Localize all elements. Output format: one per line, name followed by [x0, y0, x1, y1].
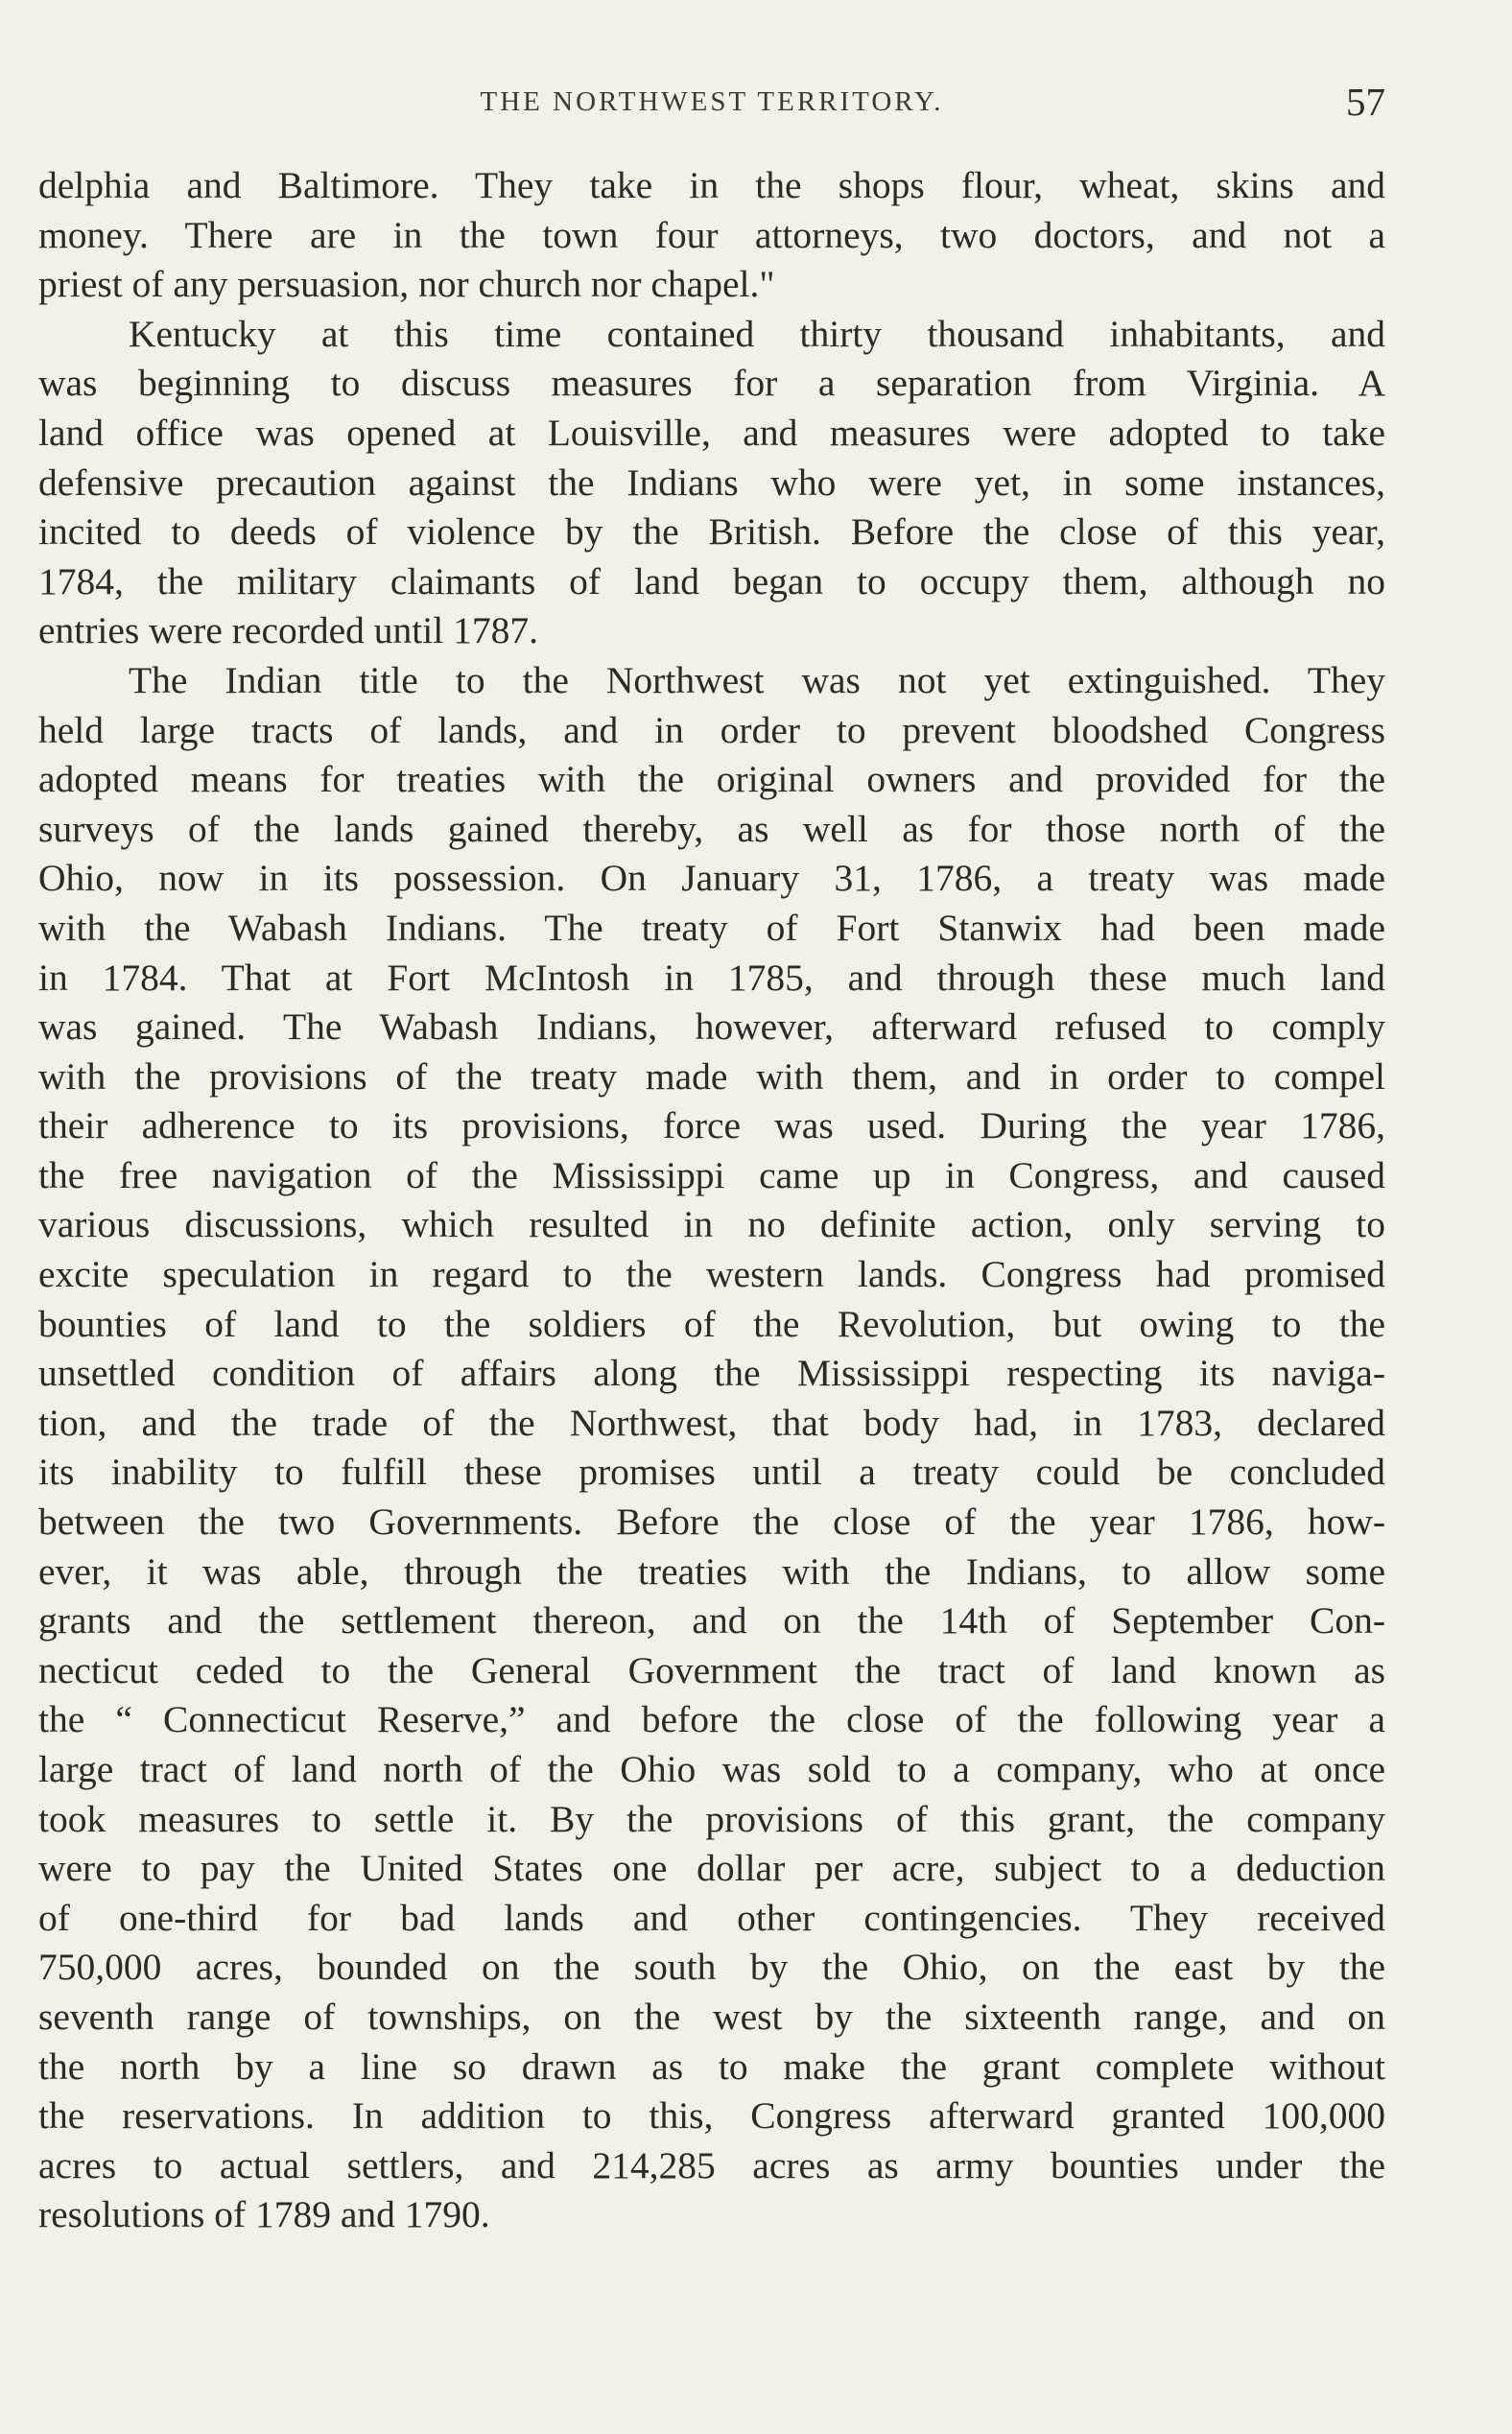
text-line: tion, and the trade of the Northwest, that body had, in 1783, declared [38, 1401, 1385, 1444]
text-line: seventh range of townships, on the west by the sixteenth range, and on [38, 1995, 1385, 2038]
text-line: the “ Connecticut Reserve,” and before the close of the following year a [38, 1698, 1385, 1741]
paragraph-first-line: Kentucky at this time contained thirty thousand inhabitants, and [129, 312, 1385, 355]
text-line: the reservations. In addition to this, Congress afterward granted 100,000 [38, 2094, 1385, 2138]
text-line: the north by a line so drawn as to make the grant complete without [38, 2044, 1385, 2088]
text-line: ever, it was able, through the treaties with the Indians, to allow some [38, 1549, 1385, 1593]
body-text [38, 161, 1385, 2240]
text-line: surveys of the lands gained thereby, as well as for those north of the [38, 807, 1385, 850]
text-line: in 1784. That at Fort McIntosh in 1785, and through these much land [38, 956, 1385, 999]
text-line: 750,000 acres, bounded on the south by the Ohio, on the east by the [38, 1946, 1385, 1989]
text-line: delphia and Baltimore. They take in the shops flour, wheat, skins and [38, 164, 1385, 206]
text-line: with the provisions of the treaty made with them, and in order to compel [38, 1054, 1385, 1098]
page-number: 57 [1346, 80, 1385, 124]
text-line: unsettled condition of affairs along the Mississippi respecting its naviga- [38, 1352, 1385, 1395]
page-header [38, 79, 1385, 127]
text-line: excite speculation in regard to the western lands. Congress had promised [38, 1253, 1385, 1296]
text-line: priest of any persuasion, nor church nor chapel." [38, 263, 775, 306]
text-line: defensive precaution against the Indians who were yet, in some instances, [38, 461, 1385, 504]
text-line: land office was opened at Louisville, and measures were adopted to take [38, 411, 1385, 454]
text-line: was beginning to discuss measures for a separation from Virginia. A [38, 362, 1385, 405]
text-line: was gained. The Wabash Indians, however, afterward refused to comply [38, 1005, 1385, 1049]
text-line: the free navigation of the Mississippi came up in Congress, and caused [38, 1153, 1385, 1196]
text-line: bounties of land to the soldiers of the Revolution, but owing to the [38, 1302, 1385, 1345]
text-line: were to pay the United States one dollar per acre, subject to a deduction [38, 1847, 1385, 1890]
text-line: of one-third for bad lands and other contingencies. They received [38, 1896, 1385, 1939]
text-line: acres to actual settlers, and 214,285 acres as army bounties under the [38, 2143, 1385, 2186]
running-title: THE NORTHWEST TERRITORY. [480, 86, 944, 117]
text-line: between the two Governments. Before the close of the year 1786, how- [38, 1501, 1385, 1544]
text-line: large tract of land north of the Ohio was sold to a company, who at once [38, 1748, 1385, 1790]
text-line: with the Wabash Indians. The treaty of Fort Stanwix had been made [38, 906, 1385, 949]
text-line: incited to deeds of violence by the British. Before the close of this year, [38, 510, 1385, 554]
text-line: grants and the settlement thereon, and on the 14th of September Con- [38, 1599, 1385, 1642]
text-line: adopted means for treaties with the original owners and provided for the [38, 758, 1385, 801]
text-line: resolutions of 1789 and 1790. [38, 2193, 490, 2236]
text-line: necticut ceded to the General Government the tract of land known as [38, 1648, 1385, 1691]
text-line: Ohio, now in its possession. On January 31, 1786, a treaty was made [38, 857, 1385, 900]
paragraph-first-line: The Indian title to the Northwest was not yet extinguished. They [129, 658, 1385, 701]
text-line: took measures to settle it. By the provisions of this grant, the company [38, 1797, 1385, 1840]
text-line: entries were recorded until 1787. [38, 609, 538, 652]
text-line: various discussions, which resulted in no definite action, only serving to [38, 1203, 1385, 1246]
text-line: its inability to fulfill these promises until a treaty could be concluded [38, 1451, 1385, 1494]
text-line: money. There are in the town four attorneys, two doctors, and not a [38, 213, 1385, 256]
text-line: their adherence to its provisions, force was used. During the year 1786, [38, 1104, 1385, 1147]
text-line: held large tracts of lands, and in order to prevent bloodshed Congress [38, 708, 1385, 751]
text-line: 1784, the military claimants of land began to occupy them, although no [38, 559, 1385, 603]
